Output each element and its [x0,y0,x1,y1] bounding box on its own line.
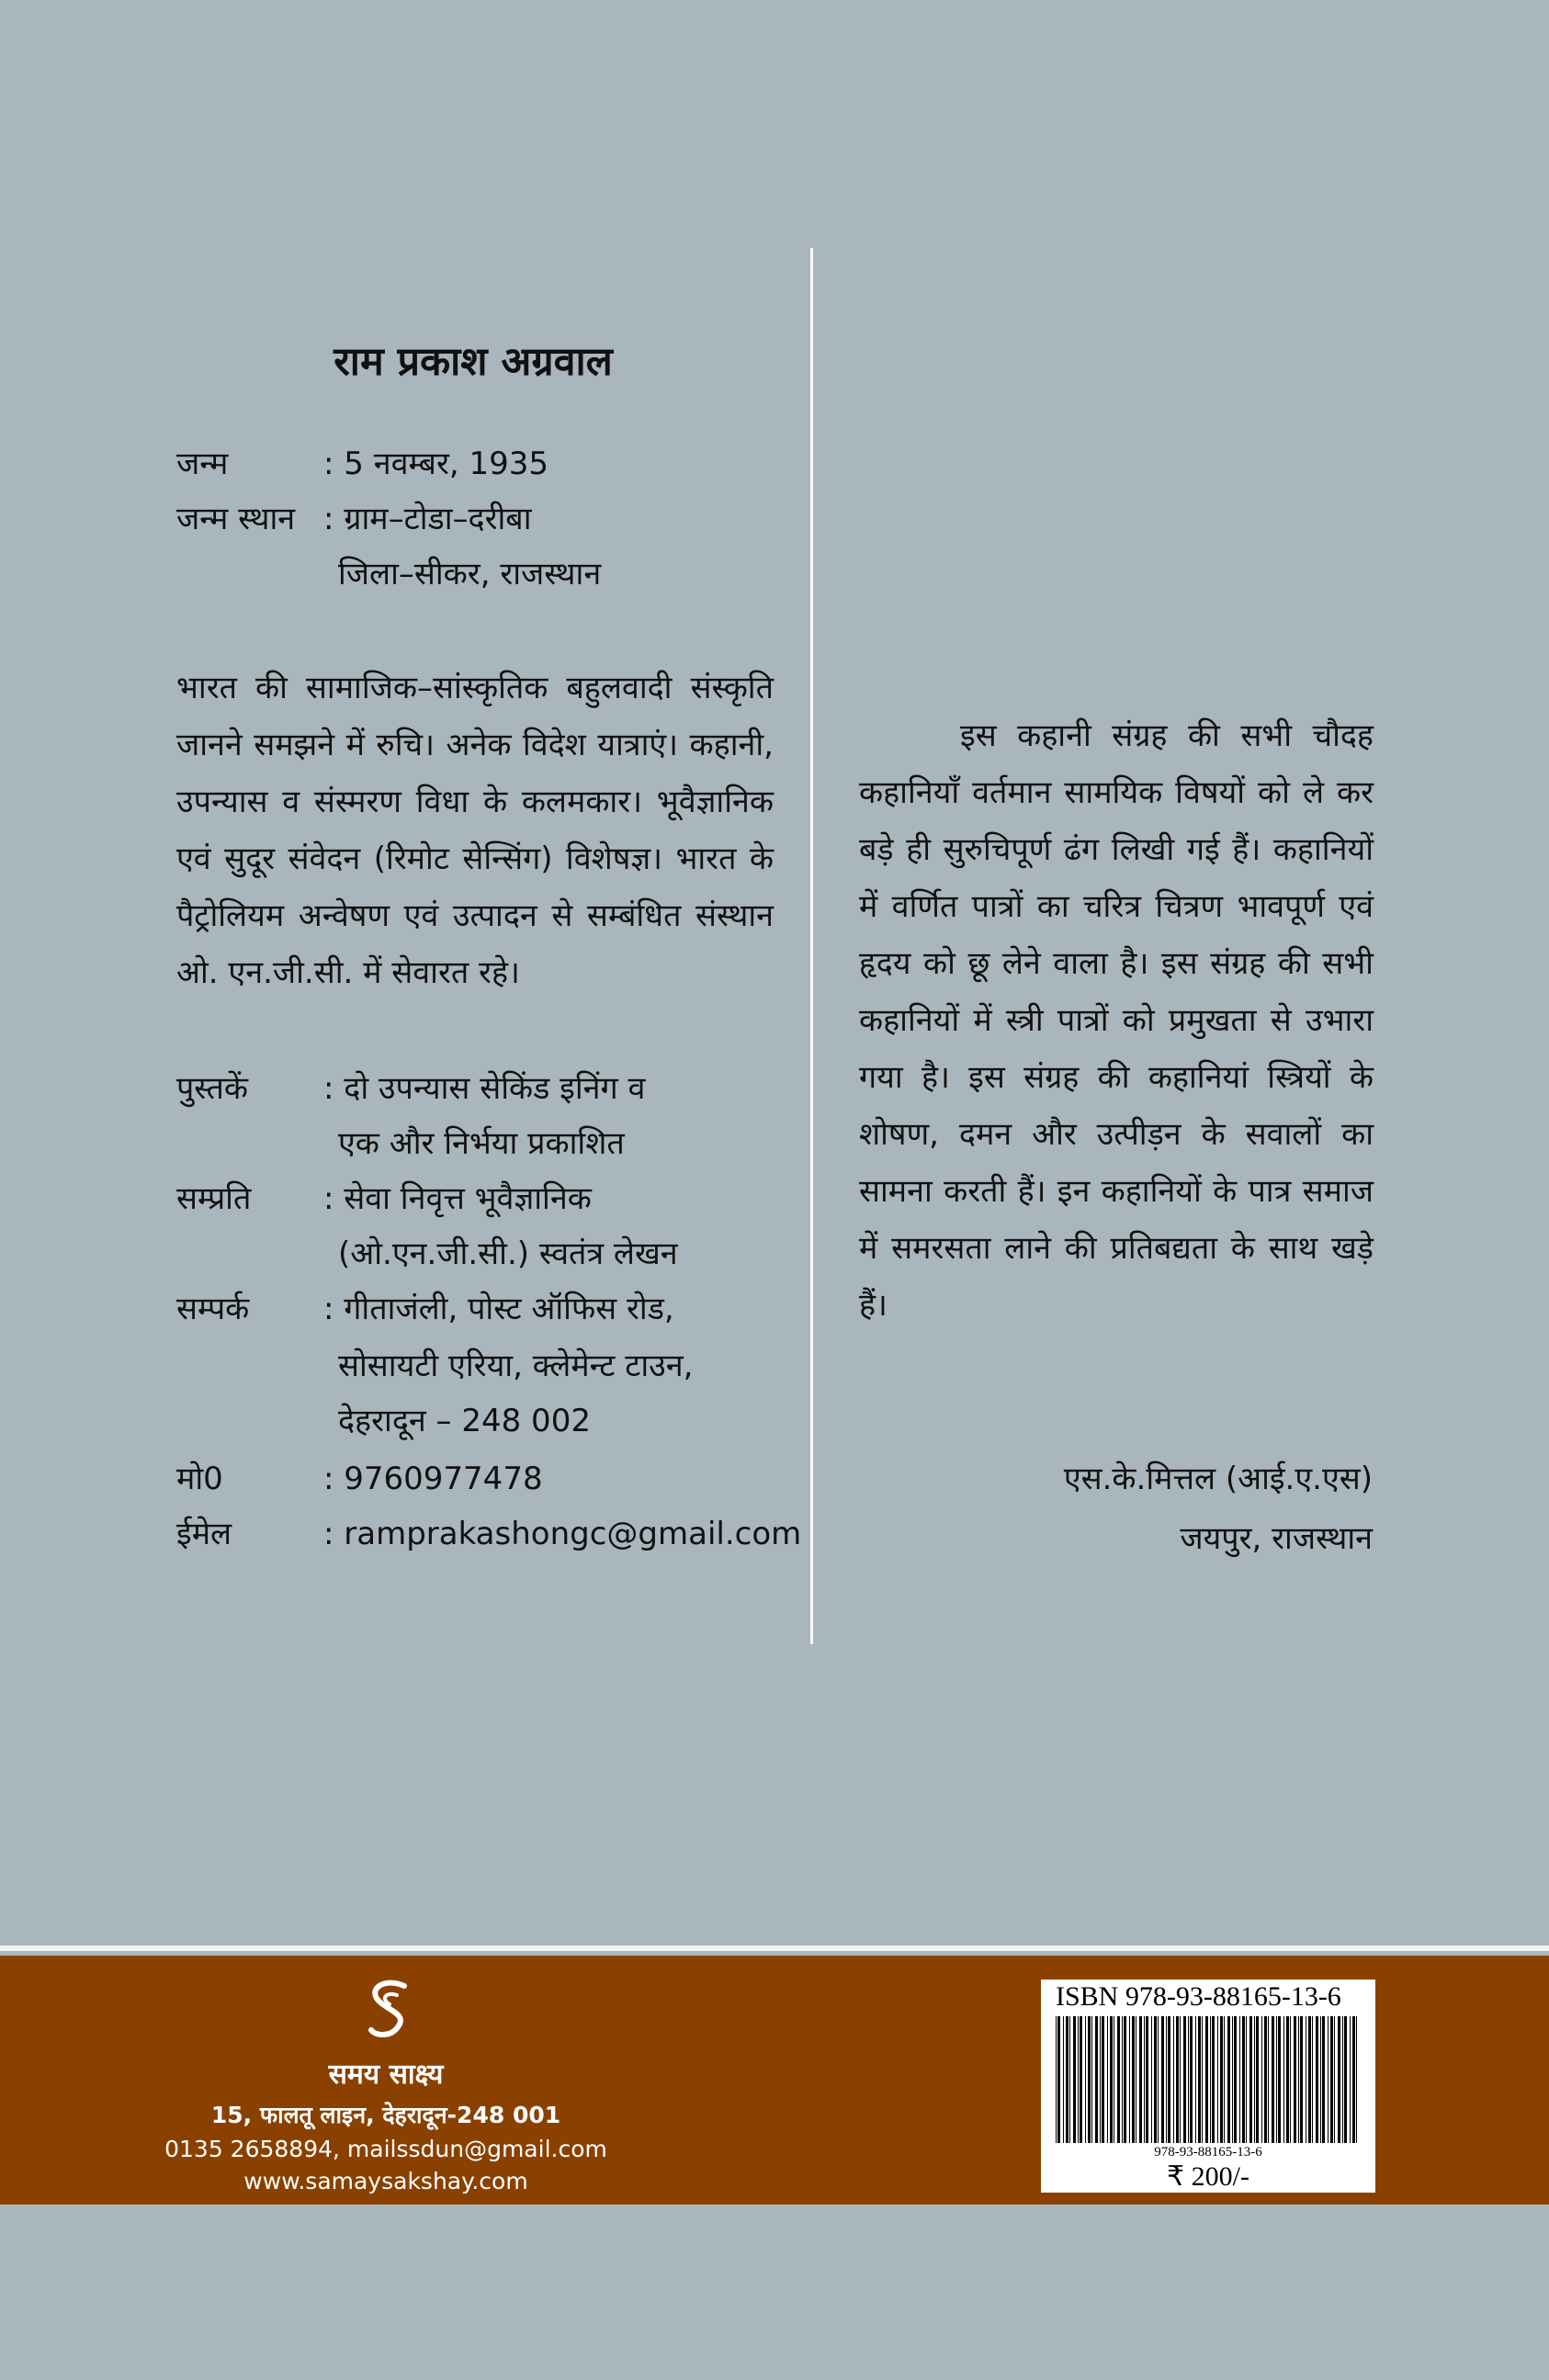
barcode-bar [1242,2016,1245,2143]
barcode-bar [1069,2016,1070,2143]
birth-value: : 5 नवम्बर, 1935 [323,446,548,482]
barcode-bar [1283,2016,1284,2143]
publisher-website[interactable]: www.samaysakshay.com [243,2168,528,2194]
barcode-bar [1328,2016,1329,2143]
barcode-bars [1052,2016,1364,2143]
current-row [176,1176,592,1218]
barcode-bar [1334,2016,1335,2143]
barcode-bar [1264,2016,1267,2143]
barcode-bar [1122,2016,1123,2143]
barcode-bar [1202,2016,1203,2143]
publisher-contact: 0135 2658894, mailssdun@gmail.com [164,2136,607,2162]
author-name: राम प्रकाश अग्रवाल [334,339,613,385]
barcode-bar [1195,2016,1196,2143]
birth-row [176,441,548,483]
barcode-bar [1078,2016,1079,2143]
barcode-bar [1224,2016,1225,2143]
barcode-bar [1220,2016,1223,2143]
isbn-digits: 978-93-88165-13-6 [1154,2145,1262,2160]
barcode-bar [1246,2016,1247,2143]
birthplace-label: जन्म स्थान [176,501,296,537]
barcode-bar [1320,2016,1321,2143]
barcode-bar [1129,2016,1130,2143]
barcode-bar [1205,2016,1208,2143]
books-value: : दो उपन्यास सेकिंड इनिंग व [323,1070,646,1107]
barcode-bar [1268,2016,1269,2143]
barcode-bar [1117,2016,1120,2143]
barcode-bar [1212,2016,1215,2143]
barcode-bar [1183,2016,1186,2143]
barcode-bar [1276,2016,1277,2143]
barcode-bar [1144,2016,1145,2143]
books-label: पुस्तकें [176,1070,249,1107]
barcode-box [1041,1980,1375,2193]
barcode-bar [1239,2016,1240,2143]
birthplace-row [176,496,532,538]
barcode-bar [1300,2016,1303,2143]
barcode-bar [1232,2016,1233,2143]
barcode-bar [1180,2016,1181,2143]
barcode-bar [1057,2016,1060,2143]
barcode-bar [1234,2016,1237,2143]
barcode-bar [1256,2016,1259,2143]
barcode-bar [1161,2016,1164,2143]
barcode-bar [1294,2016,1296,2143]
isbn-label: ISBN 978-93-88165-13-6 [1056,1981,1341,2012]
barcode-bar [1091,2016,1092,2143]
barcode-bar [1261,2016,1262,2143]
current-value: : सेवा निवृत्त भूवैज्ञानिक [323,1180,592,1217]
barcode-bar [1073,2016,1076,2143]
email-label: ईमेल [176,1516,232,1552]
barcode-bar [1272,2016,1274,2143]
barcode-bar [1198,2016,1201,2143]
barcode-bar [1342,2016,1343,2143]
contact-label: सम्पर्क [176,1291,250,1327]
barcode-bar [1286,2016,1289,2143]
barcode-bar [1249,2016,1252,2143]
barcode-bar [1316,2016,1318,2143]
barcode-bar [1151,2016,1152,2143]
barcode-bar [1088,2016,1091,2143]
barcode-bar [1217,2016,1218,2143]
price-label: ₹ 200/- [1167,2161,1249,2192]
barcode-bar [1188,2016,1189,2143]
barcode-bar [1338,2016,1340,2143]
contact-continued-1: सोसायटी एरिया, क्लेमेन्ट टाउन, [338,1348,694,1384]
barcode-bar [1308,2016,1311,2143]
barcode-bar [1154,2016,1157,2143]
barcode-bar [1278,2016,1281,2143]
band-divider-line [0,1946,1549,1951]
barcode-bar [1227,2016,1230,2143]
mobile-row [176,1456,543,1498]
publisher-name: समय साक्ष्य [328,2059,444,2091]
books-continued: एक और निर्भया प्रकाशित [338,1125,625,1162]
email-row [176,1511,801,1553]
current-label: सम्प्रति [176,1180,252,1217]
blurb-signature-name: एस.के.मित्तल (आई.ए.एस) [1063,1461,1373,1497]
birthplace-value: : ग्राम–टोडा–दरीबा [323,501,532,537]
barcode-bar [1139,2016,1142,2143]
barcode-bar [1352,2016,1355,2143]
barcode-bar [1330,2016,1333,2143]
barcode-bar [1085,2016,1086,2143]
barcode-bar [1290,2016,1291,2143]
barcode-bar [1176,2016,1179,2143]
barcode-bar [1254,2016,1255,2143]
email-value: : ramprakashongc@gmail.com [323,1516,802,1552]
barcode-bar [1056,2016,1057,2143]
barcode-bar [1173,2016,1174,2143]
barcode-bar [1166,2016,1167,2143]
barcode-bar [1190,2016,1193,2143]
barcode-bar [1298,2016,1299,2143]
author-bio: भारत की सामाजिक–सांस्कृतिक बहुलवादी संस्कृति जानने समझने में रुचि। अनेक विदेश यात्राएं। कहानी, उपन्यास व संस्मरण विधा के कलमकार। भूवैज्ञानिक एवं सुदूर संवेदन (रिमोट सेन्सिंग) विशेषज्ञ। भारत के पैट्रोलियम अन्वेषण एवं उत्पादन से सम्बंधित संस्थान ओ. एन.जी.सी. में सेवारत रहे। [176,670,774,991]
blurb-text: इस कहानी संग्रह की सभी चौदह कहानियाँ वर्तमान सामयिक विषयों को ले कर बड़े ही सुरुचिपूर्ण ढंग लिखी गई हैं। कहानियों में वर्णित पात्रों का चरित्र चित्रण भावपूर्ण एवं हृदय को छू लेने वाला है। इस संग्रह की सभी कहानियों में स्त्री पात्रों को प्रमुखता से उभारा गया है। इस संग्रह की कहानियां स्त्रियों के शोषण, दमन और उत्पीड़न के सवालों का सामना करती हैं। इन कहानियों के पात्र समाज में समरसता लाने की प्रतिबद्यता के साथ खड़े हैं। [859,717,1374,1324]
barcode-bar [1107,2016,1108,2143]
barcode-bar [1158,2016,1159,2143]
barcode-bar [1132,2016,1135,2143]
publisher-logo-icon [356,1975,423,2041]
barcode-bar [1210,2016,1211,2143]
contact-continued-2: देहरादून – 248 002 [338,1403,591,1439]
barcode-bar [1312,2016,1313,2143]
publisher-address: 15, फालतू लाइन, देहरादून-248 001 [210,2102,561,2128]
column-divider [810,248,813,1644]
blurb-signature-place: जयपुर, राजस्थान [1180,1520,1373,1557]
barcode-bar [1100,2016,1101,2143]
contact-row [176,1286,674,1328]
barcode-bar [1168,2016,1170,2143]
barcode-bar [1124,2016,1126,2143]
barcode-bar [1322,2016,1325,2143]
barcode-bar [1080,2016,1082,2143]
barcode-bar [1344,2016,1347,2143]
birthplace-continued: जिला–सीकर, राजस्थान [338,556,602,592]
barcode-bar [1146,2016,1148,2143]
mobile-label: मो0 [176,1461,223,1497]
barcode-bar [1063,2016,1064,2143]
barcode-bar [1102,2016,1104,2143]
barcode-bar [1350,2016,1351,2143]
contact-value: : गीताजंली, पोस्ट ऑफिस रोड, [323,1291,674,1327]
barcode-bar [1095,2016,1098,2143]
birth-label: जन्म [176,446,229,482]
books-row [176,1066,645,1108]
barcode-bar [1110,2016,1113,2143]
mobile-value: : 9760977478 [323,1461,543,1497]
current-continued: (ओ.एन.जी.सी.) स्वतंत्र लेखन [338,1235,678,1272]
barcode-bar [1356,2016,1357,2143]
barcode-bar [1066,2016,1068,2143]
